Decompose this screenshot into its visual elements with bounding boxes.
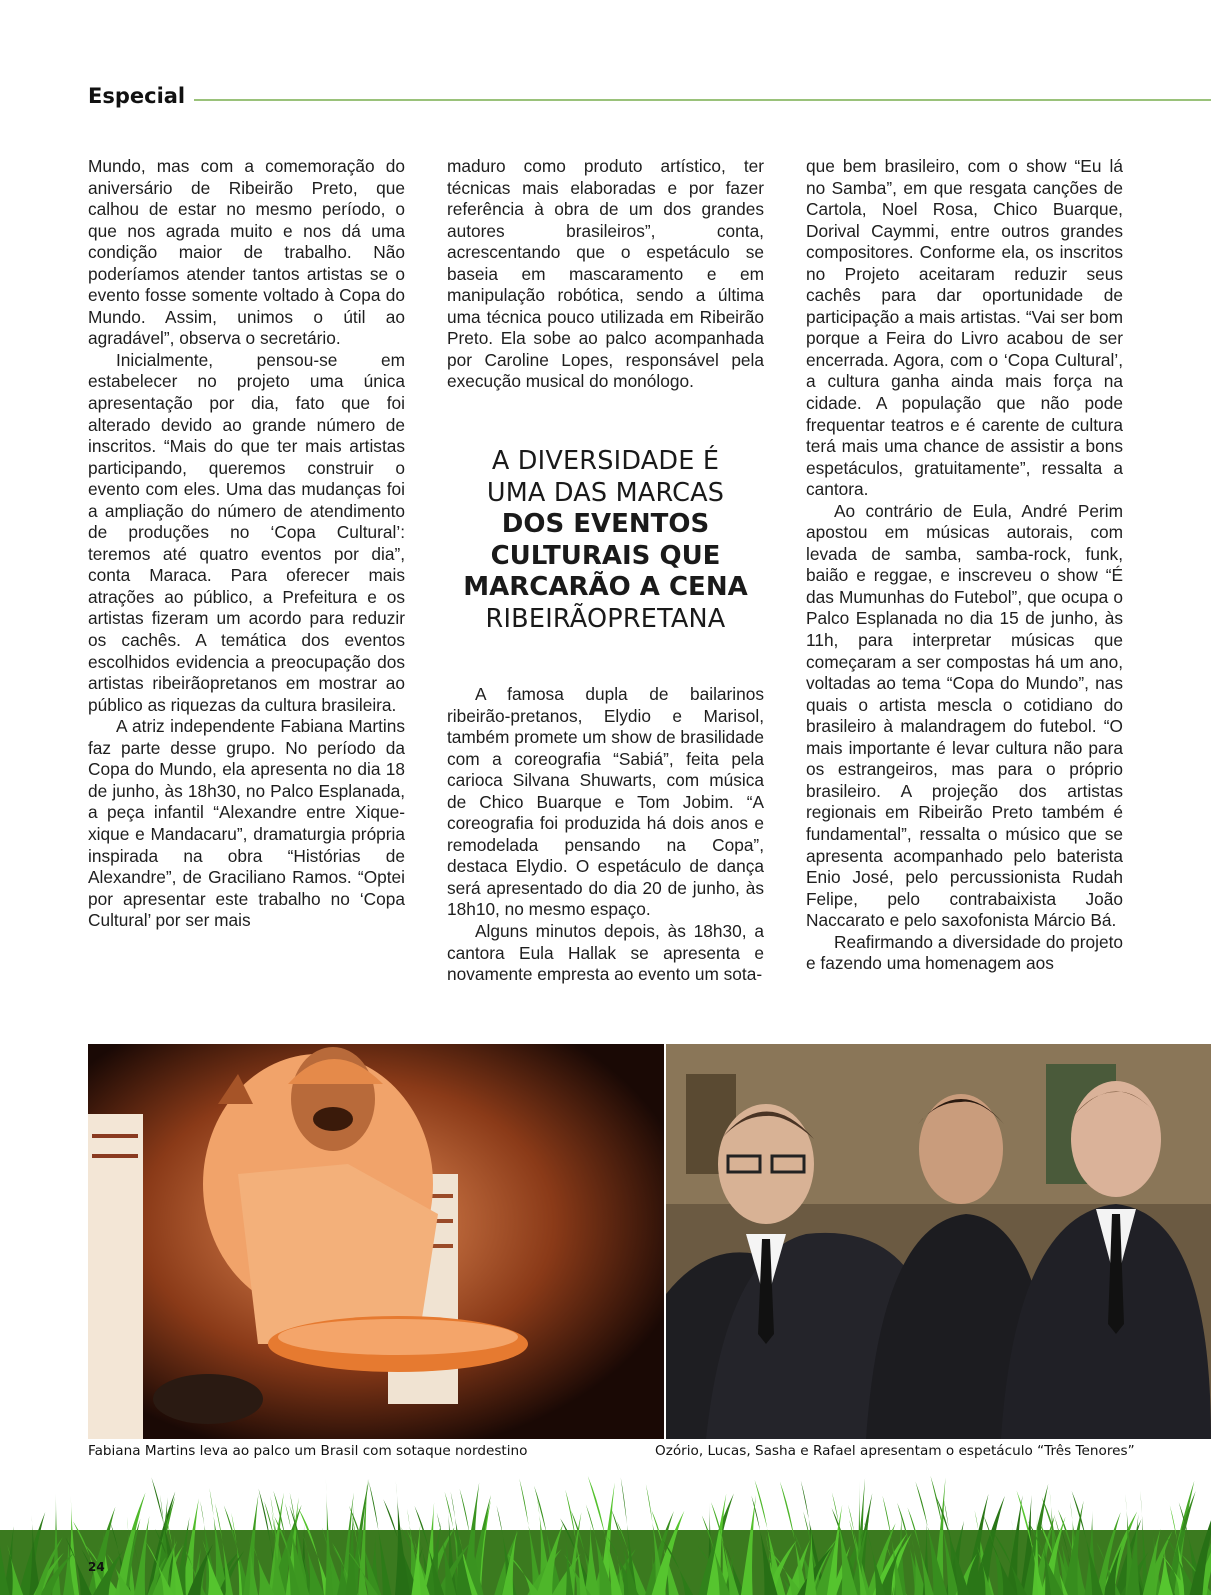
paragraph: Mundo, mas com a comemoração do aniversário de Ribeirão Preto, que calhou de estar no mesmo período, o que nos agrada muito e nos dá uma condição maior de trabalho. Não poderíamos atender tantos artistas se o evento fosse somente voltado à Copa do Mundo. Assim, unimos o útil ao agradável”, observa o secretário. [88,156,405,349]
photo-tenors-illustration [666,1044,1211,1439]
pull-quote-line: MARCARÃO A CENA [463,572,748,602]
paragraph: Ao contrário de Eula, André Perim apostou em músicas autorais, com levada de samba, samba-rock, funk, baião e reggae, e inscreveu o show “É das Mumunhas do Futebol”, que ocupa o Palco Esplanada no dia 15 de junho, às 11h, para interpretar músicas que começaram a ser compostas há um ano, voltadas ao tema “Copa do Mundo”, nas quais o artista mescla o cotidiano do brasileiro à malandragem do futebol. “O mais importante é levar cultura não para os estrangeiros, mas para o próprio brasileiro. A projeção dos artistas regionais em Ribeirão Preto também é fundamental”, ressalta o músico que se apresenta acompanhado pelo baterista Enio José, pelo percussionista Rudah Felipe, pelo contrabaixista João Naccarato e pelo saxofonista Márcio Bá. [806,500,1123,931]
header-rule [194,99,1211,101]
article-column-3 [806,156,1123,975]
photo-tenors [666,1044,1211,1439]
paragraph: A famosa dupla de bailarinos ribeirão-pretanos, Elydio e Marisol, também promete um show de brasilidade com a coreografia “Sabiá”, feita pela carioca Silvana Shuwarts, com música de Chico Buarque e Tom Jobim. “A coreografia foi produzida há dois anos e remodelada pensando na Copa”, destaca Elydio. O espetáculo de dança será apresentado do dia 20 de junho, às 18h10, no mesmo espaço. [447,684,764,920]
photo-caption: Fabiana Martins leva ao palco um Brasil com sotaque nordestino [88,1443,528,1459]
article-column-1 [88,156,405,932]
page-number: 24 [88,1560,105,1574]
pull-quote [447,446,764,635]
pull-quote-line: A DIVERSIDADE É [491,446,720,476]
photo-actress-illustration [88,1044,664,1439]
paragraph: Reafirmando a diversidade do projeto e fazendo uma homenagem aos [806,931,1123,974]
paragraph: Alguns minutos depois, às 18h30, a cantora Eula Hallak se apresenta e novamente empresta ao evento um sota- [447,921,764,985]
section-label: Especial [88,84,186,108]
paragraph: A atriz independente Fabiana Martins faz parte desse grupo. No período da Copa do Mundo, ela apresenta no dia 18 de junho, às 18h30, no Palco Esplanada, a peça infantil “Alexandre entre Xique-xique e Mandacaru”, dramaturgia própria inspirada na obra “Histórias de Alexandre”, de Graciliano Ramos. “Optei por apresentar este trabalho no ‘Copa Cultural’ por ser mais [88,716,405,931]
article-column-2-bottom [447,684,764,986]
paragraph: maduro como produto artístico, ter técnicas mais elaboradas e por fazer referência à obra de um dos grandes autores brasileiros”, conta, acrescentando que o espetáculo se baseia em mascaramento e em manipulação robótica, sendo a última uma técnica pouco utilizada em Ribeirão Preto. Ela sobe ao palco acompanhada por Caroline Lopes, responsável pela execução musical do monólogo. [447,156,764,392]
article-column-2-top [447,156,764,393]
photo-actress-stage [88,1044,664,1439]
photo-caption: Ozório, Lucas, Sasha e Rafael apresentam o espetáculo “Três Tenores” [655,1443,1135,1459]
grass-decoration [0,1470,1211,1595]
pull-quote-line: CULTURAIS QUE [490,540,721,571]
pull-quote-line: RIBEIRÃOPRETANA [485,603,726,634]
paragraph: Inicialmente, pensou-se em estabelecer no projeto uma única apresentação por dia, fato que foi alterado devido ao grande número de inscritos. “Mais do que ter mais artistas participando, queremos construir o evento com eles. Uma das mudanças foi a ampliação do número de atendimento de produções no ‘Copa Cultural’: teremos até quatro eventos por dia”, conta Maraca. Para oferecer mais atrações ao público, a Prefeitura e os artistas fizeram um acordo para reduzir os cachês. A temática dos eventos escolhidos evidencia a preocupação dos artistas ribeirãopretanos em mostrar ao público as riquezas da cultura brasileira. [88,349,405,715]
paragraph: que bem brasileiro, com o show “Eu lá no Samba”, em que resgata canções de Cartola, Noel Rosa, Chico Buarque, Dorival Caymmi, entre outros grandes compositores. Conforme ela, os inscritos no Projeto aceitaram reduzir seus cachês para dar oportunidade de participação a mais artistas. “Vai ser bom porque a Feira do Livro acabou de ser encerrada. Agora, com o ‘Copa Cultural’, a cultura ganha ainda mais força na cidade. A população que não pode frequentar teatros e é carente de cultura terá mais uma chance de assistir a bons espetáculos, gratuitamente”, ressalta a cantora. [806,156,1123,500]
pull-quote-line: UMA DAS MARCAS [486,477,725,508]
pull-quote-line: DOS EVENTOS [501,509,710,539]
